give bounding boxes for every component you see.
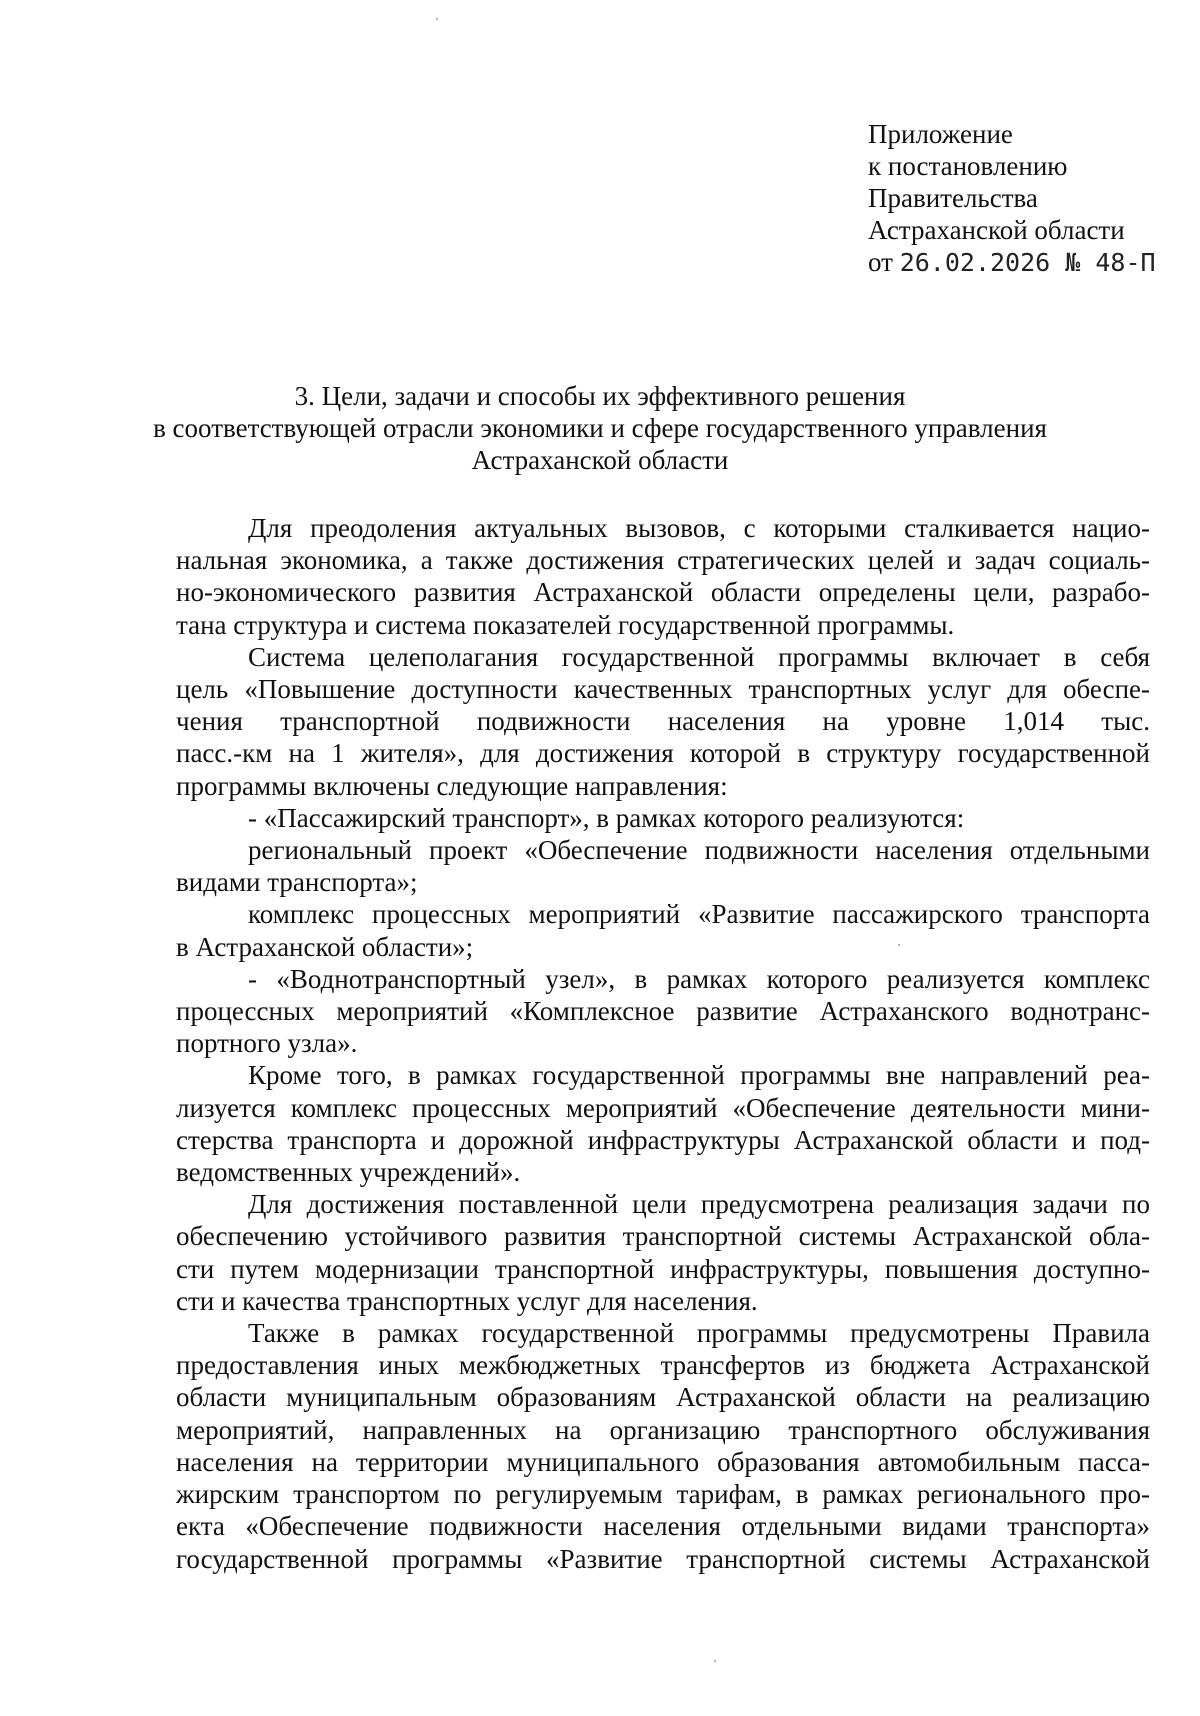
section-title-line: 3. Цели, задачи и способы их эффективного решения: [294, 381, 906, 411]
body-line: но-экономического развития Астраханской области определены цели, разрабо-: [176, 577, 1150, 608]
body-line: сти путем модернизации транспортной инфраструктуры, повышения доступно-: [176, 1253, 1150, 1284]
body-line: лизуется комплекс процессных мероприятий «Обеспечение деятельности мини-: [176, 1092, 1150, 1123]
body-line: - «Пассажирский транспорт», в рамках которого реализуются:: [248, 802, 965, 833]
body-line: портного узла».: [176, 1028, 358, 1059]
body-line: региональный проект «Обеспечение подвижности населения отдельными: [248, 835, 1150, 866]
appendix-line: Правительства: [868, 183, 1038, 213]
body-line: чения транспортной подвижности населения на уровне 1,014 тыс.: [176, 706, 1150, 737]
body-line: - «Воднотранспортный узел», в рамках которого реализуется комплекс: [248, 963, 1150, 994]
body-text: [176, 512, 1150, 1575]
body-line: мероприятий, направленных на организацию транспортного обслуживания: [176, 1414, 1150, 1445]
body-line: Кроме того, в рамках государственной программы вне направлений реа-: [248, 1060, 1150, 1091]
section-title: [150, 380, 1050, 476]
body-line: ведомственных учреждений».: [176, 1157, 521, 1188]
body-line: предоставления иных межбюджетных трансфертов из бюджета Астраханской: [176, 1350, 1150, 1381]
body-line: процессных мероприятий «Комплексное развитие Астраханского воднотранс-: [176, 996, 1150, 1027]
body-line: пасс.-км на 1 жителя», для достижения которой в структуру государственной: [176, 738, 1150, 769]
body-line: видами транспорта»;: [176, 867, 418, 898]
body-line: нальная экономика, а также достижения стратегических целей и задач социаль-: [176, 545, 1150, 576]
body-line: тана структура и система показателей государственной программы.: [176, 609, 955, 640]
appendix-block: [868, 118, 1156, 279]
body-line: сти и качества транспортных услуг для населения.: [176, 1285, 758, 1316]
body-line: Для достижения поставленной цели предусмотрена реализация задачи по: [248, 1189, 1150, 1220]
appendix-line: Приложение: [868, 119, 1013, 149]
body-line: Система целеполагания государственной программы включает в себя: [248, 641, 1150, 672]
body-line: области муниципальным образованиям Астраханской области на реализацию: [176, 1382, 1150, 1413]
body-line: жирским транспортом по регулируемым тарифам, в рамках регионального про-: [176, 1479, 1150, 1510]
body-line: программы включены следующие направления:: [176, 770, 728, 801]
body-line: обеспечению устойчивого развития транспортной системы Астраханской обла-: [176, 1221, 1150, 1252]
body-line: Также в рамках государственной программы предусмотрены Правила: [248, 1318, 1150, 1349]
section-title-line: в соответствующей отрасли экономики и сфере государственного управления: [153, 413, 1047, 443]
body-line: Для преодоления актуальных вызовов, с которыми сталкивается нацио-: [248, 513, 1150, 543]
appendix-line: к постановлению: [868, 151, 1068, 181]
date-prefix: от: [868, 247, 893, 277]
body-line: стерства транспорта и дорожной инфраструктуры Астраханской области и под-: [176, 1124, 1150, 1155]
scan-speck: [714, 1660, 716, 1662]
appendix-date-line: [868, 246, 1156, 279]
date-stamp: 26.02.2026 № 48-П: [899, 248, 1156, 277]
body-line: екта «Обеспечение подвижности населения отдельными видами транспорта»: [176, 1511, 1150, 1542]
body-line: цель «Повышение доступности качественных транспортных услуг для обеспе-: [176, 674, 1150, 705]
body-line: комплекс процессных мероприятий «Развитие пассажирского транспорта: [248, 899, 1150, 930]
appendix-line: Астраханской области: [868, 215, 1125, 245]
section-title-line: Астраханской области: [471, 445, 729, 475]
scan-speck: [436, 18, 438, 20]
body-line: населения на территории муниципального образования автомобильным пасса-: [176, 1446, 1150, 1477]
body-line: государственной программы «Развитие транспортной системы Астраханской: [176, 1543, 1150, 1574]
scan-speck: [898, 944, 900, 946]
body-line: в Астраханской области»;: [176, 931, 474, 962]
